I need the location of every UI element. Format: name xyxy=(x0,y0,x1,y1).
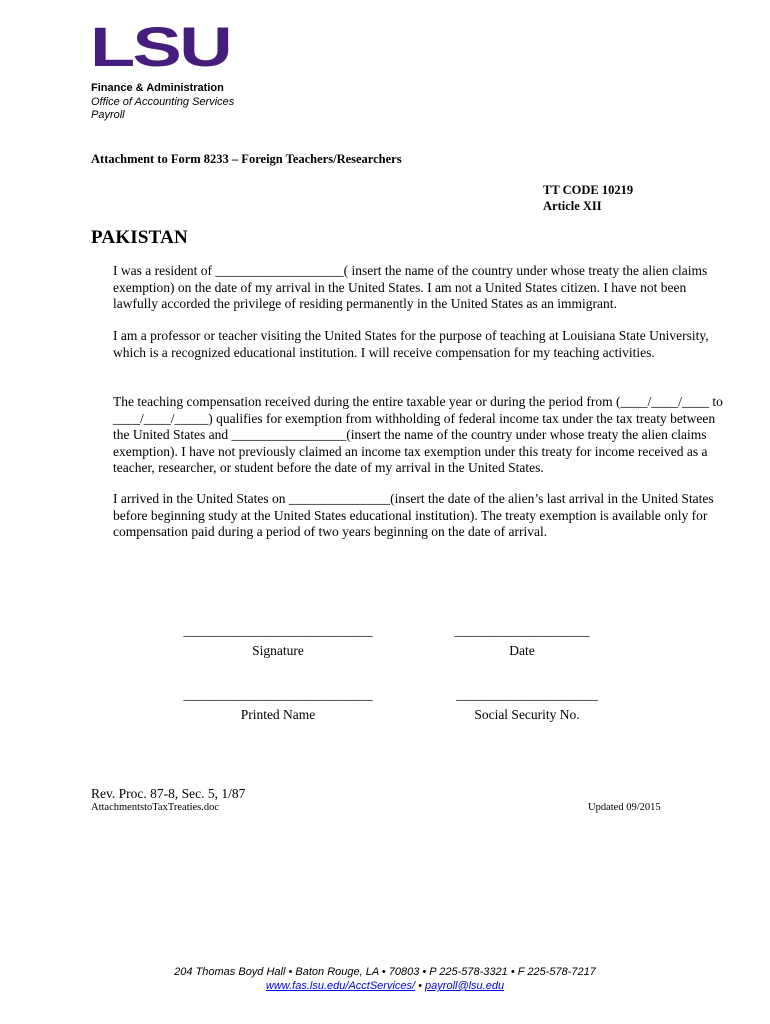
signature-label: Signature xyxy=(252,643,304,658)
paragraph-compensation: The teaching compensation received during the entire taxable year or during the period from (____/____/____ to ____/____/_____) qualifies for exemption from withholding of federal income tax under the tax treaty between the United States and _________________(insert the name of the country under whose treaty the alien claims exemption). I have not previously claimed an income tax exemption under this treaty for income received as a teacher, researcher, or student before the date of my arrival in the United States. xyxy=(113,394,723,476)
signature-field[interactable] xyxy=(178,623,378,659)
lsu-logo xyxy=(90,22,230,70)
ssn-field[interactable] xyxy=(452,687,602,723)
tt-code: TT CODE 10219 xyxy=(543,183,634,197)
printed-name-line: ____________________________ xyxy=(183,687,373,702)
logo-text: LSU xyxy=(90,22,230,70)
document-title: Attachment to Form 8233 – Foreign Teachers/Researchers xyxy=(91,152,402,166)
updated-date: Updated 09/2015 xyxy=(588,802,661,813)
date-label: Date xyxy=(509,643,535,658)
ssn-label: Social Security No. xyxy=(474,707,580,722)
country-heading: PAKISTAN xyxy=(91,227,188,248)
signature-line: ____________________________ xyxy=(183,623,373,638)
office-name: Office of Accounting Services xyxy=(91,95,235,108)
paragraph-arrival: I arrived in the United States on _______________(insert the date of the alien’s last arrival in the United States before beginning study at the United States educational institution). The treaty exemption is available only for compensation paid during a period of two years beginning on the date of arrival. xyxy=(113,491,714,540)
paragraph-purpose: I am a professor or teacher visiting the United States for the purpose of teaching at Louisiana State University, which is a recognized educational institution. I will receive compensation for my teaching activities. xyxy=(113,328,709,360)
footer-links xyxy=(0,979,770,993)
date-line: ____________________ xyxy=(454,623,590,638)
department-block xyxy=(91,82,234,123)
rev-proc: Rev. Proc. 87-8, Sec. 5, 1/87 xyxy=(91,786,246,801)
unit-name: Payroll xyxy=(91,109,125,121)
ssn-line: _____________________ xyxy=(456,687,598,702)
doc-filename: AttachmentstoTaxTreaties.doc xyxy=(91,802,220,813)
footer-separator: • xyxy=(415,980,426,992)
printed-name-field[interactable] xyxy=(178,687,378,723)
email-link[interactable]: payroll@lsu.edu xyxy=(425,980,505,992)
footer xyxy=(0,965,770,993)
date-field[interactable] xyxy=(452,623,592,659)
footer-address: 204 Thomas Boyd Hall • Baton Rouge, LA • 70803 • P 225-578-3321 • F 225-578-7217 xyxy=(174,966,596,978)
treaty-code-block xyxy=(543,182,633,214)
dept-name: Finance & Administration xyxy=(91,82,224,94)
article: Article XII xyxy=(543,199,602,213)
website-link[interactable]: www.fas.lsu.edu/AcctServices/ xyxy=(265,980,416,992)
printed-name-label: Printed Name xyxy=(240,707,316,722)
paragraph-residency: I was a resident of ___________________( insert the name of the country under whose treaty the alien claims exemption) on the date of my arrival in the United States. I am not a United States citizen. I have not been lawfully accorded the privilege of residing permanently in the United States as an immigrant. xyxy=(113,263,708,312)
